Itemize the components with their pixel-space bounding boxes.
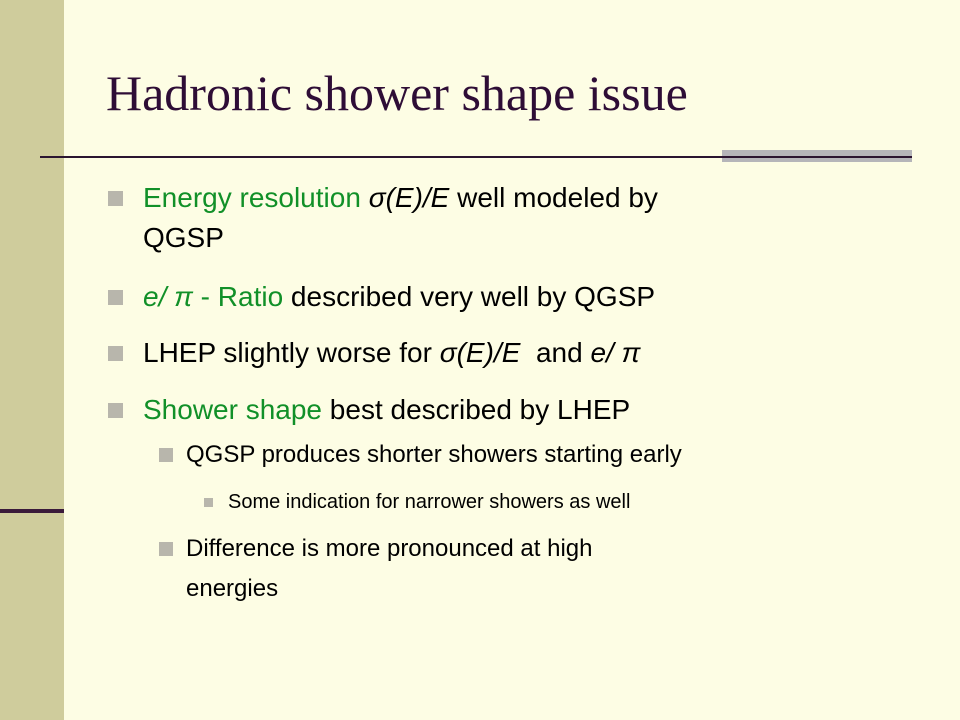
bullet-lhep-worse — [143, 333, 640, 373]
text-span: energies — [186, 575, 279, 602]
side-band-rule — [0, 509, 64, 513]
text-span: σ(E)/E — [439, 337, 521, 368]
text-span: and — [520, 337, 591, 368]
text-span: - Ratio — [192, 281, 284, 312]
text-span: Some indication for narrower showers as well — [228, 491, 631, 513]
sub-sub-bullet-square-icon — [204, 498, 213, 507]
text-span: Difference is more pronounced at high — [186, 535, 593, 562]
bullet-square-icon — [108, 191, 123, 206]
slide-title: Hadronic shower shape issue — [106, 65, 688, 121]
text-span: e/ π — [590, 337, 641, 368]
text-span: σ(E)/E — [368, 182, 450, 213]
bullet-square-icon — [108, 403, 123, 418]
text-span: QGSP — [143, 222, 224, 253]
bullet-energy-resolution — [143, 178, 658, 258]
text-span: Energy resolution — [143, 182, 369, 213]
bullet-square-icon — [108, 290, 123, 305]
sub-sub-bullet-narrower — [228, 488, 630, 516]
text-span: e/ π — [143, 281, 193, 312]
title-underline-accent — [722, 150, 912, 162]
sub-bullet-difference — [186, 529, 592, 609]
bullet-e-pi-ratio — [143, 277, 655, 317]
side-band — [0, 0, 64, 720]
text-span: LHEP slightly worse for — [143, 337, 440, 368]
bullet-square-icon — [108, 346, 123, 361]
sub-bullet-square-icon — [159, 542, 173, 556]
sub-bullet-square-icon — [159, 448, 173, 462]
sub-bullet-qgsp-shorter — [186, 435, 682, 475]
bullet-shower-shape — [143, 390, 630, 430]
text-span: described very well by QGSP — [283, 281, 656, 312]
text-span: Shower shape — [143, 394, 323, 425]
text-span: best described by LHEP — [322, 394, 631, 425]
text-span: QGSP produces shorter showers starting early — [186, 441, 682, 468]
text-span: well modeled by — [449, 182, 658, 213]
